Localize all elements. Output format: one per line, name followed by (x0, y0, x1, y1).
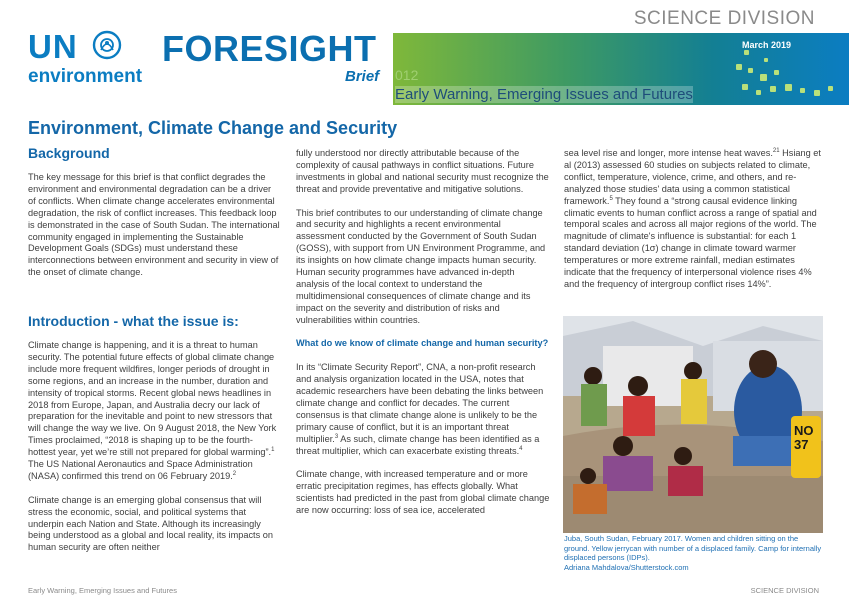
col2-p3-text-a: In its “Climate Security Report”, CNA, a non-profit research and analysis organization located in the USA, notes that academic researchers have been debating the links between climate change and conflict for decades. The current consensus is that climate change alone is unlikely to be the primary cause of conflict, but it is an important threat multiplier. (296, 362, 544, 444)
footer-right-text: SCIENCE DIVISION (750, 586, 819, 595)
col3-paragraph-1 (564, 148, 822, 291)
intro-text-a: Climate change is happening, and it is a threat to human security. The potential future effects of global climate change include more frequent wildfires, longer periods of drought in some regions, and an increase in the number, duration and intensity of tropical storms. Recent global news headlines in 2018 from Europe, Japan, and Australia decry our lack of preparation for the inevitable and point to new stressors that will change the way we live. On 9 August 2018, the New York Times proclaimed, “2018 is shaping up to be the fourth-hottest year, yet we’re still not prepared for global warming”. (28, 340, 277, 458)
brief-label: Brief (345, 68, 380, 85)
decorative-dots-icon (730, 44, 849, 105)
footer-left-text: Early Warning, Emerging Issues and Futures (28, 586, 177, 595)
background-text: The key message for this brief is that conflict degrades the environment and environmental degradation can be a driver of conflicts. When climate change accelerates environmental degradation, the risk of conflict increases. This feedback loop is demonstrated in the case of South Sudan. The international community engaged in implementing the Sustainable Development Goals (SDGs) must understand these interconnections between environment and security in view of the onset of climate change. (28, 172, 280, 278)
footnote-ref: 21 (772, 147, 780, 154)
division-label: SCIENCE DIVISION (633, 8, 815, 29)
jerrycan-label-line-2: 37 (794, 437, 809, 452)
jerrycan-label-line-1: NO (794, 423, 814, 438)
col3-text-a: sea level rise and longer, more intense heat waves. (564, 148, 773, 158)
intro-paragraph-1 (28, 340, 280, 483)
jerrycan-label (794, 424, 814, 452)
intro-text-b: The US National Aeronautics and Space Administration (NASA) confirmed this trend on 06 February 2019. (28, 459, 253, 481)
col2-p3-text-b: As such, climate change has been identified as a threat multiplier, which can exacerbate existing threats. (296, 433, 540, 456)
col2-paragraph-3 (296, 362, 550, 457)
col3-text-c: They found a “strong causal evidence linking climatic events to human conflict across a range of spatial and temporal scales and across all major regions of the world. The magnitude of climate's influence is substantial: for each 1 standard deviation (1σ) change in climate toward warmer temperatures or more extreme rainfall, median estimates indicate that the frequency of interpersonal violence rises 4% and the frequency of intergroup conflict rises 14%”. (564, 195, 817, 289)
col2-paragraph-4: Climate change, with increased temperature and or more erratic precipitation regimes, has effects globally. What scientists had predicted in the past from global climate change are now occurring: loss of sea ice, accelerated (296, 469, 550, 516)
series-tagline: Early Warning, Emerging Issues and Futures (395, 86, 693, 103)
col3-text-b: Hsiang et al (2013) assessed 60 studies on subjects related to climate, conflict, temperature, violence, crime, and others, and re-analyzed those studies' data using a common statistical framework. (564, 148, 821, 206)
photo-credit: Adriana Mahdalova/Shutterstock.com (564, 562, 689, 572)
un-environment-emblem-icon (92, 30, 122, 60)
issue-date: March 2019 (742, 40, 792, 50)
photo-caption (564, 534, 822, 572)
photo-illustration-icon (563, 316, 823, 533)
column-1-body (28, 340, 280, 566)
column-2-body (296, 148, 550, 529)
un-logo-environment: environment (28, 66, 143, 87)
page-title: Environment, Climate Change and Security (28, 118, 398, 138)
background-paragraph (28, 172, 280, 291)
refugee-camp-photo (563, 316, 823, 533)
foresight-title: FORESIGHT (162, 28, 377, 69)
col2-paragraph-2: This brief contributes to our understanding of climate change and security and highlights a recent environmental assessment conducted by the Government of South Sudan (GOSS), with support from UN Environment Programme, and its insights on how climate change impacts human security. Human security programmes have advanced in-depth analysis of the local context to understand the multidimensional consequences of climate change and its impact on the severity and distribution of risks and vulnerabilities within countries. (296, 207, 546, 325)
column-3-body (564, 148, 822, 303)
col2-paragraph-1: fully understood nor directly attributable because of the complexity of causal pathways in conflict situations. Future investments in global and national security must recognize the threat and provide preventative and mitigative solutions. (296, 148, 549, 194)
footnote-ref: 1 (271, 447, 275, 454)
heading-background: Background (28, 145, 110, 161)
footnote-ref: 2 (232, 470, 237, 477)
footnote-ref: 5 (609, 195, 613, 202)
subheading-climate-security: What do we know of climate change and human security? (296, 338, 549, 349)
footnote-ref: 3 (334, 433, 339, 440)
heading-introduction: Introduction - what the issue is: (28, 313, 239, 329)
un-logo-text: UN (28, 28, 78, 65)
intro-paragraph-2: Climate change is an emerging global consensus that will stress the economic, social, and political systems that underpin each Nation and State. Although its increasingly being understood as a global and local reality, its impacts on human security are often neither (28, 494, 273, 553)
issue-number: 012 (395, 67, 419, 83)
caption-text: Juba, South Sudan, February 2017. Women and children sitting on the ground. Yellow jerrycan with number of a displaced family. Camp for internally displaced persons (IDPs). (564, 534, 822, 562)
footnote-ref: 4 (519, 445, 523, 452)
